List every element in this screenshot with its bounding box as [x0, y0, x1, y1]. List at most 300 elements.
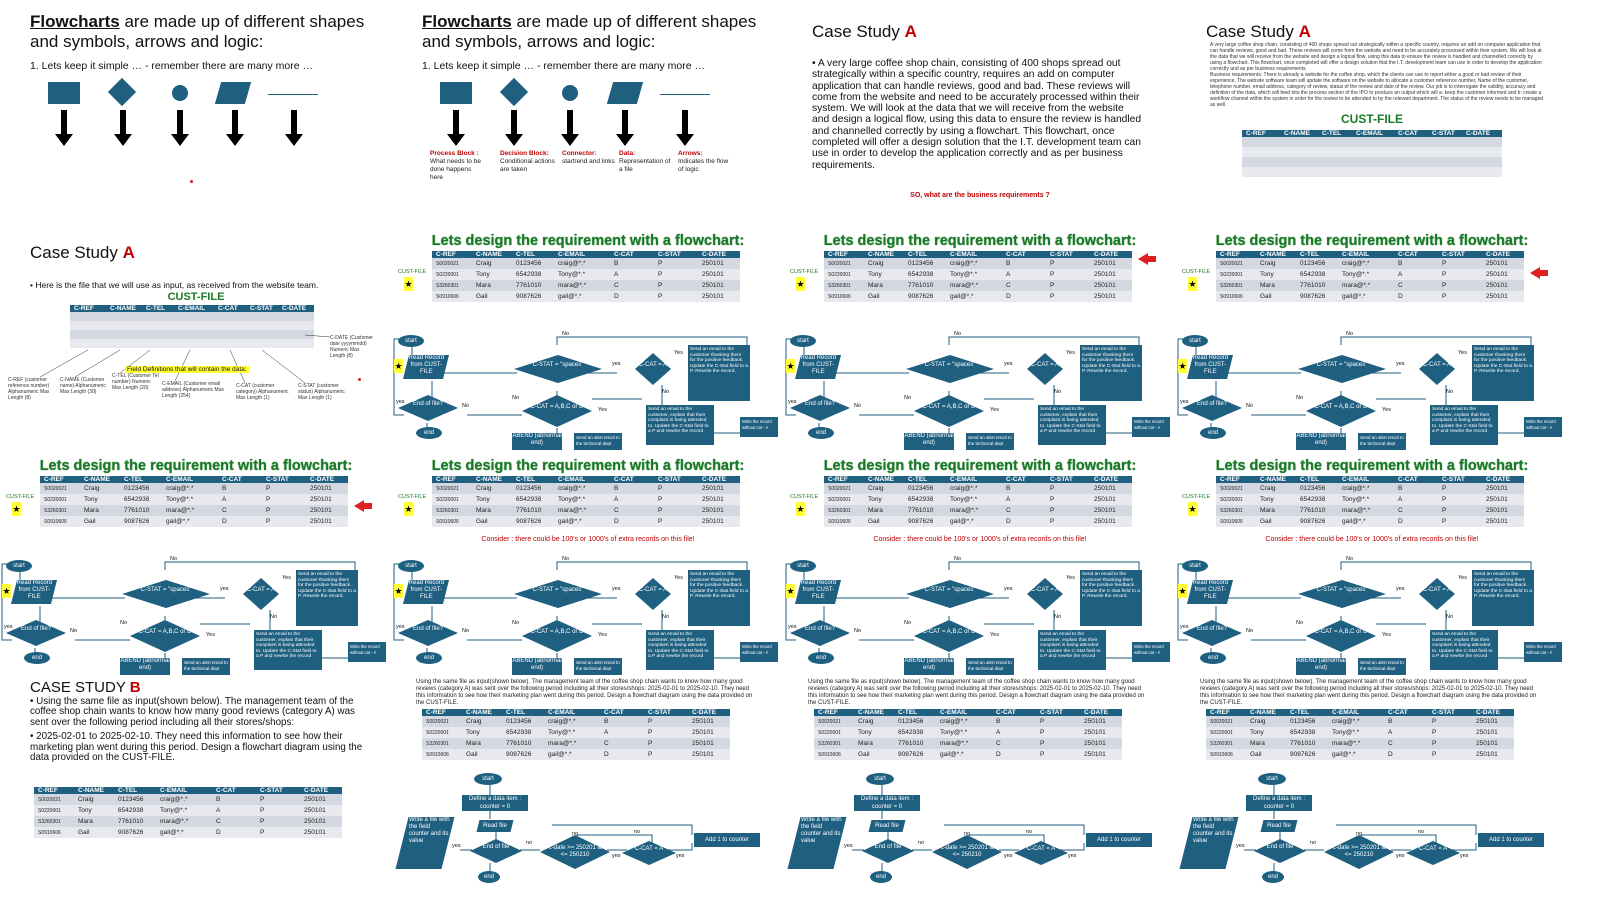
custfile-label: CUST-FILE — [790, 269, 819, 275]
table-row — [824, 291, 1132, 302]
table-cell: 250101 — [1080, 716, 1122, 727]
end-node: end — [1262, 871, 1284, 883]
table-cell: S0910606 — [432, 291, 472, 302]
table-cell: craig@*.* — [936, 716, 992, 727]
table-cell: craig@*.* — [554, 483, 610, 494]
yes-label: yes — [844, 843, 853, 849]
slide-heading — [30, 12, 392, 52]
shape-row — [48, 82, 338, 152]
label-title: Connector: — [562, 150, 597, 157]
table-cell: P — [1428, 738, 1472, 749]
yes-label: Yes — [1066, 575, 1075, 581]
col-header: C-EMAIL — [936, 709, 992, 716]
table-cell: 0123456 — [120, 483, 162, 494]
case-title-text: Case Study — [30, 243, 118, 262]
write-label: Write a file with the field counter and its value — [1192, 817, 1234, 844]
design-slide[interactable] — [0, 450, 392, 675]
no-label: No — [462, 628, 470, 634]
table-cell: 9087626 — [512, 291, 554, 302]
design-slide[interactable] — [1176, 450, 1568, 675]
yes-label: Yes — [598, 407, 607, 413]
table-cell: C — [600, 738, 644, 749]
read-label: Read Record from CUST-FILE — [16, 580, 53, 600]
field-note: C-TEL (Customer Tel number) Numeric Max Length (20) — [112, 373, 159, 391]
yes-label: yes — [1004, 853, 1013, 859]
table-cell: Gail — [462, 749, 502, 760]
col-header: C-TEL — [142, 305, 174, 312]
table-cell: gail@*.* — [554, 516, 610, 527]
table-cell: 250101 — [698, 291, 740, 302]
field-definitions: Field Definitions that will contain the data: — [127, 366, 247, 373]
table-cell: C — [1394, 505, 1438, 516]
table-row — [432, 269, 740, 280]
heading-bold: Flowcharts — [422, 12, 512, 31]
write-label: Write a file with the field counter and its value — [800, 817, 842, 844]
table-cell: P — [1438, 291, 1482, 302]
table-cell: 250101 — [1482, 280, 1524, 291]
slide-4[interactable] — [1176, 0, 1568, 225]
diamond-label: Is c-date >= 250201 and <= 250210 — [1326, 845, 1392, 858]
table-cell: P — [1046, 494, 1090, 505]
abend-node: ABEND (abnormal end) — [1296, 433, 1346, 450]
eof-decision — [1182, 395, 1242, 421]
table-cell: S0220001 — [824, 269, 864, 280]
table-cell: C — [1384, 738, 1428, 749]
table-cell: Mara — [472, 280, 512, 291]
table-cell: 7761010 — [114, 816, 156, 827]
yes-label: yes — [1396, 361, 1405, 367]
table-cell: craig@*.* — [162, 483, 218, 494]
write-node: Write the record without cat - A — [1524, 417, 1562, 437]
abend-node: ABEND (abnormal end) — [1296, 658, 1346, 675]
cust-file-table — [1216, 476, 1524, 527]
diamond-label: Is c-date >= 250201 and <= 250210 — [934, 845, 1000, 858]
table-cell: Mara — [462, 738, 502, 749]
table-cell: 250101 — [1090, 291, 1132, 302]
no-label: No — [120, 620, 128, 626]
slide-1[interactable] — [0, 0, 392, 225]
ccat-abcd-decision — [522, 395, 592, 427]
diamond-label: C-CAT = A — [638, 587, 668, 593]
table-cell: P — [1438, 280, 1482, 291]
design-slide[interactable] — [392, 225, 784, 450]
start-node: start — [866, 773, 894, 785]
yes-label: yes — [1396, 853, 1405, 859]
star-icon: ★ — [12, 504, 21, 514]
no-label: No — [270, 614, 278, 620]
yes-label: Yes — [1382, 407, 1391, 413]
down-arrow — [682, 110, 688, 136]
table-cell: P — [654, 280, 698, 291]
col-header: C-TEL — [904, 251, 946, 258]
table-cell: S3260301 — [824, 280, 864, 291]
no-label: No — [1054, 614, 1062, 620]
read-node — [477, 820, 514, 832]
table-cell: 7761010 — [1296, 280, 1338, 291]
write-node: Write the record without cat - A — [348, 642, 386, 662]
table-cell: P — [1046, 258, 1090, 269]
table-cell: Tony@*.* — [156, 805, 212, 816]
table-cell: 6542938 — [1296, 269, 1338, 280]
table-cell: 6542938 — [904, 269, 946, 280]
start-node: start — [398, 335, 424, 347]
table-cell: craig@*.* — [554, 258, 610, 269]
col-header: C-EMAIL — [162, 476, 218, 483]
table-cell: mara@*.* — [554, 280, 610, 291]
diamond-label: C-CAT = A — [638, 362, 668, 368]
table-cell: S0020021 — [432, 258, 472, 269]
diamond-label: C-STAT = "spaces" — [1316, 587, 1368, 593]
table-cell: P — [1036, 738, 1080, 749]
table-cell: A — [218, 494, 262, 505]
table-row — [824, 516, 1132, 527]
table-cell: P — [256, 827, 300, 838]
eof-decision — [790, 395, 850, 421]
table-cell: Tony@*.* — [1338, 494, 1394, 505]
table-row — [432, 280, 740, 291]
table-cell: C — [610, 280, 654, 291]
table-cell: S0020021 — [1206, 716, 1246, 727]
col-header: C-REF — [432, 476, 472, 483]
col-header: C-EMAIL — [1328, 709, 1384, 716]
abend-node: ABEND (abnormal end) — [120, 658, 170, 675]
design-slide[interactable] — [784, 225, 1176, 450]
star-icon: ★ — [404, 279, 413, 289]
case-body: • A very large coffee shop chain, consisting of 400 shops spread out strategically within a specific country, requires an add on computer application that can handle reviews, good and bad. These reviews will come from the website and need to be accurately processed within their system. We will look at the data that we will receive from the website and design a logical flow, using this data to ensure the review is handled and channelled correctly by using a flowchart. This flowchart, once completed will offer a design solution that the I.T. development team can use in order to develop the application correctly and as per business requirements. — [812, 58, 1142, 171]
date-decision — [932, 835, 1002, 869]
cust-file-table — [34, 787, 342, 838]
table-cell: P — [654, 269, 698, 280]
table-cell: S0220001 — [34, 805, 74, 816]
case-title-text: Case Study — [1206, 22, 1294, 41]
col-header: C-STAT — [256, 787, 300, 794]
decision-shape — [108, 78, 136, 106]
define-node: Define a data item : counter = 0 — [462, 795, 528, 811]
table-row — [34, 827, 342, 838]
table-cell: P — [644, 749, 688, 760]
alert-node: Send an alert email to the technical dept — [1358, 433, 1406, 450]
shape-row — [440, 82, 730, 152]
read-node — [403, 355, 449, 379]
col-header: C-CAT — [600, 709, 644, 716]
table-row — [1216, 269, 1524, 280]
email-negative-node: Send an email to the customer, explain that their complaint is being attended to. Update the C-Stat field to a P and rewrite the record — [646, 405, 714, 445]
end-node: end — [1200, 652, 1226, 664]
diamond-label: End of file? — [20, 626, 52, 632]
table-cell: D — [1394, 516, 1438, 527]
table-cell: S0220001 — [432, 494, 472, 505]
table-cell: 6542938 — [120, 494, 162, 505]
table-cell: P — [1036, 749, 1080, 760]
table-cell: P — [654, 505, 698, 516]
diamond-label: C-STAT = "spaces" — [140, 587, 192, 593]
table-cell: Craig — [864, 258, 904, 269]
col-header: C-REF — [40, 476, 80, 483]
table-cell: S0020021 — [34, 794, 74, 805]
design-slide[interactable] — [1176, 225, 1568, 450]
table-cell: 250101 — [1482, 494, 1524, 505]
table-cell: 0123456 — [894, 716, 936, 727]
col-header: C-STAT — [1036, 709, 1080, 716]
email-negative-node: Send an email to the customer, explain that their complaint is being attended to. Update the C-Stat field to a P and rewrite the record — [1430, 630, 1498, 670]
design-title: Lets design the requirement with a flowchart: — [431, 458, 745, 474]
table-cell: 250101 — [1090, 483, 1132, 494]
table-cell: 250101 — [1482, 505, 1524, 516]
write-node: Write the record without cat - A — [1132, 642, 1170, 662]
label-process — [430, 150, 486, 182]
ccat-abcd-decision — [130, 620, 200, 652]
col-header: C-EMAIL — [946, 476, 1002, 483]
yes-label: yes — [612, 586, 621, 592]
start-node: start — [790, 560, 816, 572]
no-label: no — [1418, 829, 1425, 835]
write-node: Write the record without cat - A — [740, 642, 778, 662]
no-label: No — [562, 331, 570, 337]
read-node — [795, 355, 841, 379]
col-header: C-TEL — [120, 476, 162, 483]
star-icon: ★ — [1188, 279, 1197, 289]
table-row — [1216, 291, 1524, 302]
slide-3[interactable] — [784, 0, 1176, 225]
table-cell: C — [1394, 280, 1438, 291]
table-cell: A — [992, 727, 1036, 738]
table-cell: 250101 — [698, 483, 740, 494]
email-positive-node: Send an email to the customer thanking them for the positive feedback. Update the C-Stat field to a P. Rewrite the record. — [296, 570, 358, 626]
table-cell: B — [1384, 716, 1428, 727]
table-row — [824, 494, 1132, 505]
down-arrow — [177, 110, 183, 136]
table-row — [1216, 516, 1524, 527]
table-cell: 9087626 — [120, 516, 162, 527]
design-slide[interactable] — [392, 450, 784, 675]
diamond-label: C-CAT = A — [1026, 846, 1056, 852]
case-b-letter: B — [129, 679, 141, 696]
table-cell: mara@*.* — [1328, 738, 1384, 749]
email-positive-node: Send an email to the customer thanking them for the positive feedback. Update the C-Stat field to a P. Rewrite the record. — [1472, 570, 1534, 626]
table-cell: 250101 — [1472, 727, 1514, 738]
table-cell: P — [654, 516, 698, 527]
table-cell: S3260301 — [1216, 280, 1256, 291]
table-cell: P — [1046, 505, 1090, 516]
table-row — [1216, 258, 1524, 269]
col-header: C-TEL — [114, 787, 156, 794]
field-note: C-DATE (Customer date yyyymmdd) Numeric Max Length (8) — [330, 335, 373, 359]
case-b-slide[interactable] — [784, 675, 1176, 900]
table-cell: A — [610, 494, 654, 505]
col-header: C-CAT — [1394, 476, 1438, 483]
no-label: No — [512, 395, 520, 401]
read-label: Read Record from CUST-FILE — [800, 355, 837, 375]
table-cell: 0123456 — [512, 483, 554, 494]
add-node: Add 1 to counter — [1086, 833, 1152, 847]
consider-note: Consider : there could be 100's or 1000's of extra records on this file! — [481, 536, 695, 543]
yes-label: Yes — [282, 575, 291, 581]
table-cell: D — [1002, 291, 1046, 302]
no-label: no — [634, 829, 641, 835]
no-label: no — [526, 840, 533, 846]
no-label: No — [854, 628, 862, 634]
yes-label: yes — [788, 624, 797, 630]
slide-13[interactable] — [0, 675, 392, 900]
table-cell: gail@*.* — [1338, 291, 1394, 302]
table-cell: 250101 — [698, 516, 740, 527]
table-cell: A — [600, 727, 644, 738]
table-cell: 0123456 — [1286, 716, 1328, 727]
alert-node: Send an alert email to the technical dept — [966, 658, 1014, 675]
table-row — [34, 794, 342, 805]
table-cell: 250101 — [688, 749, 730, 760]
label-text: Conditional actions are taken — [500, 158, 555, 173]
table-row — [824, 483, 1132, 494]
yes-label: Yes — [990, 407, 999, 413]
custfile-label: CUST-FILE — [1182, 494, 1211, 500]
table-cell: B — [1394, 258, 1438, 269]
arrow-line — [660, 94, 710, 95]
col-header: C-DATE — [1080, 709, 1122, 716]
table-row — [824, 280, 1132, 291]
yes-label: yes — [1236, 843, 1245, 849]
table-cell: S0910606 — [432, 516, 472, 527]
col-header: C-REF — [814, 709, 854, 716]
table-cell: Tony@*.* — [1338, 269, 1394, 280]
abend-node: ABEND (abnormal end) — [512, 658, 562, 675]
table-cell: mara@*.* — [946, 505, 1002, 516]
add-node: Add 1 to counter — [694, 833, 760, 847]
table-cell: S3260301 — [34, 816, 74, 827]
table-cell: B — [610, 258, 654, 269]
case-b-slide[interactable] — [1176, 675, 1568, 900]
end-node: end — [24, 652, 50, 664]
label-title: Process Block : — [430, 150, 479, 157]
col-header: C-DATE — [300, 787, 342, 794]
table-cell: S0020021 — [824, 483, 864, 494]
table-cell: S0220001 — [1216, 494, 1256, 505]
table-cell: Tony — [462, 727, 502, 738]
table-cell: Mara — [1246, 738, 1286, 749]
table-cell: S0220001 — [40, 494, 80, 505]
table-cell: Craig — [854, 716, 894, 727]
table-cell: 250101 — [1472, 738, 1514, 749]
table-cell: P — [1438, 269, 1482, 280]
table-cell: S0220001 — [1206, 727, 1246, 738]
list-item: 1. Lets keep it simple … - remember there are many more … — [422, 60, 706, 72]
no-label: No — [170, 556, 178, 562]
cat-decision — [1406, 841, 1460, 865]
table-cell: C — [1002, 505, 1046, 516]
table-cell: S3260301 — [432, 505, 472, 516]
table-cell: S0910606 — [1206, 749, 1246, 760]
table-cell: S0220001 — [1216, 269, 1256, 280]
table-cell: S0910606 — [422, 749, 462, 760]
table-row — [432, 516, 740, 527]
business-requirements: Business requirements: There is already a website for the coffee shop, which the clients can use to report either a good or bad review of their experience. The website software team will update the software on the website to allocate a customer reference number, Name of the customer, telephone number, email address, category of review, status of the review and date of the review. Our job is to interrogate the validity, accuracy and definition of the data, which will feed into the process section of the IPO to produce an output which will a: keep the customer informed and b: create a workflow channel within the system in order for the review to be attended to by the relevant department. The status of the review needs to be managed as well. — [1210, 72, 1544, 108]
col-header: C-CAT — [992, 709, 1036, 716]
arrow-line — [268, 94, 318, 95]
diamond-label: C-CAT = A — [1418, 846, 1448, 852]
col-header: C-NAME — [864, 476, 904, 483]
label-text: start/end and links — [562, 158, 615, 165]
end-node: end — [808, 427, 834, 439]
table-cell: Gail — [1256, 516, 1296, 527]
red-dot — [190, 180, 193, 183]
col-header: C-REF — [1242, 130, 1280, 137]
down-arrow — [120, 110, 126, 136]
table-cell: Mara — [74, 816, 114, 827]
connector-shape — [562, 85, 578, 101]
table-cell: 9087626 — [512, 516, 554, 527]
cust-file-title: CUST-FILE — [1341, 112, 1403, 126]
slide-2[interactable] — [392, 0, 784, 225]
table-cell: P — [1428, 727, 1472, 738]
custfile-label: CUST-FILE — [6, 494, 35, 500]
no-label: No — [954, 331, 962, 337]
col-header: C-DATE — [306, 476, 348, 483]
cat-decision — [1014, 841, 1068, 865]
red-arrow-icon — [1530, 267, 1540, 279]
col-header: C-REF — [1216, 476, 1256, 483]
col-header: C-TEL — [1286, 709, 1328, 716]
label-text: Indicates the flow of logic — [678, 158, 729, 173]
table-cell: B — [610, 483, 654, 494]
table-cell: P — [1046, 280, 1090, 291]
col-header: C-STAT — [246, 305, 278, 312]
down-arrow — [232, 110, 238, 136]
decision-shape — [500, 78, 528, 106]
custfile-label: CUST-FILE — [1182, 269, 1211, 275]
file-intro: • Here is the file that we will use as input, as received from the website team. — [30, 280, 319, 290]
diamond-label: C-CAT = A — [1030, 587, 1060, 593]
cust-file-title: CUST-FILE — [167, 291, 225, 303]
star-icon: ★ — [796, 279, 805, 289]
design-title: Lets design the requirement with a flowchart: — [39, 458, 353, 474]
design-title: Lets design the requirement with a flowchart: — [823, 233, 1137, 249]
eof-decision — [790, 620, 850, 646]
star-icon: ★ — [394, 586, 403, 596]
slide-5[interactable] — [0, 225, 392, 450]
table-cell: gail@*.* — [554, 291, 610, 302]
col-header: C-TEL — [512, 476, 554, 483]
table-cell: 9087626 — [114, 827, 156, 838]
no-label: No — [904, 620, 912, 626]
case-b-slide[interactable] — [392, 675, 784, 900]
table-cell: Craig — [74, 794, 114, 805]
no-label: No — [904, 395, 912, 401]
table-cell: B — [1394, 483, 1438, 494]
table-row — [40, 483, 348, 494]
table-cell: gail@*.* — [946, 291, 1002, 302]
cstat-decision — [122, 580, 210, 608]
diamond-label: C-CAT = A,B,C or D — [138, 629, 192, 635]
table-cell: P — [262, 483, 306, 494]
table-cell: 250101 — [306, 516, 348, 527]
table-cell: craig@*.* — [946, 258, 1002, 269]
red-arrow-icon — [1138, 253, 1148, 265]
design-slide[interactable] — [784, 450, 1176, 675]
abend-node: ABEND (abnormal end) — [904, 433, 954, 450]
business-question: SO, what are the business requirements ? — [910, 192, 1050, 199]
col-header: C-EMAIL — [174, 305, 214, 312]
label-arrows — [678, 150, 734, 174]
table-cell: 9087626 — [1296, 516, 1338, 527]
slide-heading — [422, 12, 784, 52]
no-label: no — [1310, 840, 1317, 846]
star-icon: ★ — [404, 504, 413, 514]
yes-label: yes — [1180, 399, 1189, 405]
end-node: end — [1200, 427, 1226, 439]
end-node: end — [416, 652, 442, 664]
table-row — [432, 258, 740, 269]
down-arrow — [567, 110, 573, 136]
